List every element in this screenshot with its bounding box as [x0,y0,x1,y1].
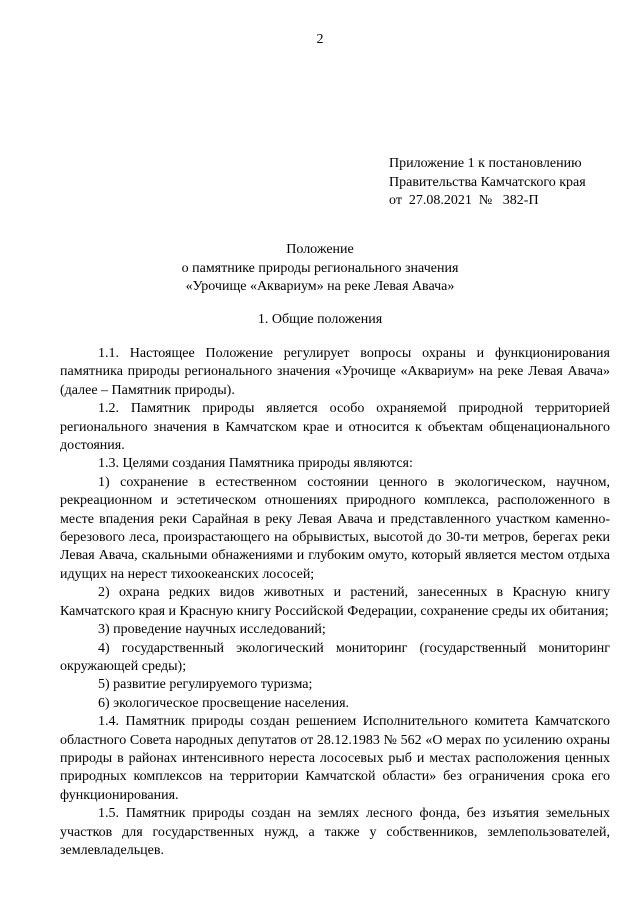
paragraph: 3) проведение научных исследований; [98,622,326,638]
appendix-line: от 27.08.2021 № 382-П [389,193,539,208]
document-title [0,241,640,297]
paragraph: 5) развитие регулируемого туризма; [98,677,313,693]
paragraph: 1.1. Настоящее Положение регулирует вопросы охраны и функционирования памятника природы регионального значения «Урочище «Аквариум» на реке Левая Авача» (далее – Памятник природы). [60,346,610,398]
document-body [60,345,610,860]
paragraph: 4) государственный экологический мониторинг (государственный мониторинг окружающей среды); [60,640,610,674]
paragraph: 6) экологическое просвещение населения. [98,695,350,711]
paragraph: 1.2. Памятник природы является особо охраняемой природной территорией регионального значения в Камчатском крае и относится к объектам общенационального достояния. [60,401,610,454]
appendix-line: Правительства Камчатского края [389,174,586,190]
paragraph: 1) сохранение в естественном состоянии ценного в экологическом, научном, рекреационном и эстетическом отношениях природного комплекса, расположенного в месте впадения реки Сарайная в реку Левая Авача и представленного участком каменно-березового леса, произрастающего на обрывистых, высотой до 30-ти метров, берегах реки Левая Авача, скальными обнажениями и глубоким омуто, который является местом отдыха идущих на нерест тихоокеанских лососей; [60,474,610,582]
appendix-line: Приложение 1 к постановлению [389,156,582,171]
paragraph: 2) охрана редких видов животных и растений, занесенных в Красную книгу Камчатского края и Красную книгу Российской Федерации, сохранение среды их обитания; [60,585,610,619]
paragraph: 1.3. Целями создания Памятника природы являются: [98,456,413,472]
title-line: Положение [286,242,354,257]
appendix-reference [389,155,586,211]
title-line: «Урочище «Аквариум» на реке Левая Авача» [185,279,455,294]
paragraph: 1.5. Памятник природы создан на землях лесного фонда, без изъятия земельных участков для государственных нужд, а также у собственников, землепользователей, землевладельцев. [60,806,610,858]
section-heading: 1. Общие положения [257,312,383,327]
title-line: о памятнике природы регионального значения [181,260,459,276]
page-number: 2 [316,32,324,47]
paragraph: 1.4. Памятник природы создан решением Исполнительного комитета Камчатского областного Совета народных депутатов от 28.12.1983 № 562 «О мерах по усилению охраны природы в районах интенсивного нереста лососевых рыб и местах расположения ценных природных комплексов на территории Камчатской области» без ограничения срока его функционирования. [60,714,610,803]
